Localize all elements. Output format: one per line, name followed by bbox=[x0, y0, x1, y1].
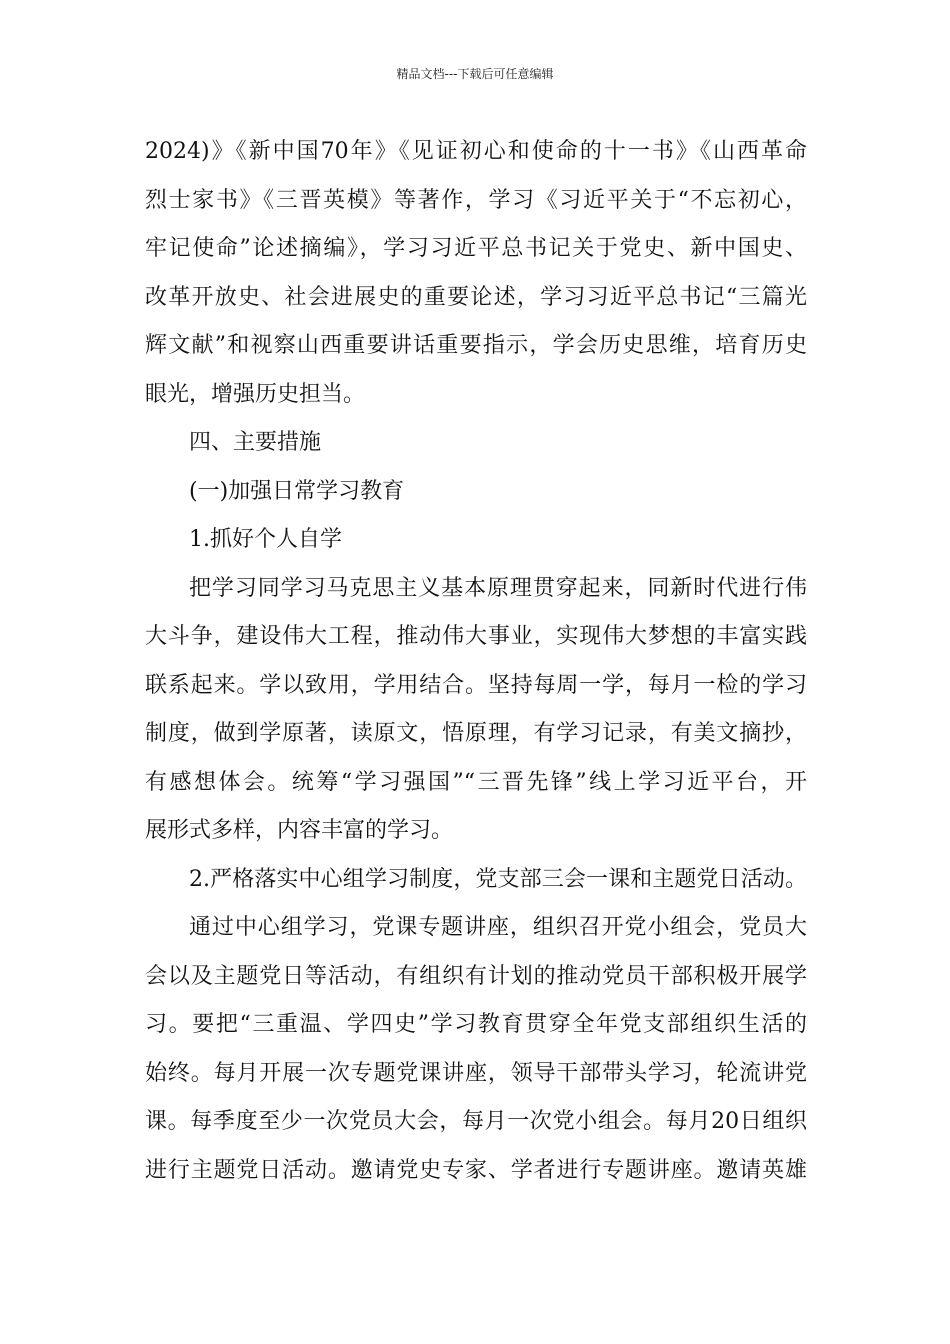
page-header: 精品文档---下载后可任意编辑 bbox=[396, 67, 554, 81]
text-line: 习。要把“三重温、学四史”学习教育贯穿全年党支部组织生活的 bbox=[145, 1012, 807, 1037]
text-line: 课。每季度至少一次党员大会，每月一次党小组会。每月20日组织 bbox=[145, 1109, 807, 1134]
text-line: 辉文献”和视察山西重要讲话重要指示，学会历史思维，培育历史 bbox=[145, 333, 807, 358]
text-line: 有感想体会。统筹“学习强国”“三晋先锋”线上学习近平台，开 bbox=[145, 769, 807, 795]
text-line: 把学习同学习马克思主义基本原理贯穿起来，同新时代进行伟 bbox=[189, 575, 807, 601]
text-line: 烈士家书》《三晋英模》等著作，学习《习近平关于“不忘初心， bbox=[145, 187, 807, 213]
text-line: 改革开放史、社会进展史的重要论述，学习习近平总书记“三篇光 bbox=[145, 284, 807, 310]
subsection-heading: (一)加强日常学习教育 bbox=[189, 478, 405, 504]
document-body bbox=[145, 128, 807, 1195]
text-line: 会以及主题党日等活动，有组织有计划的推动党员干部积极开展学 bbox=[145, 963, 807, 989]
text-line: 眼光，增强历史担当。 bbox=[145, 381, 366, 407]
text-line: 大斗争，建设伟大工程，推动伟大事业，实现伟大梦想的丰富实践 bbox=[145, 624, 807, 649]
text-line: 联系起来。学以致用，学用结合。坚持每周一学，每月一检的学习 bbox=[145, 672, 807, 698]
text-line: 展形式多样，内容丰富的学习。 bbox=[145, 818, 454, 843]
text-line: 牢记使命”论述摘编》，学习习近平总书记关于党史、新中国史、 bbox=[145, 236, 807, 261]
text-line: 制度，做到学原著，读原文，悟原理，有学习记录，有美文摘抄， bbox=[145, 721, 807, 746]
item-heading: 2.严格落实中心组学习制度，党支部三会一课和主题党日活动。 bbox=[189, 866, 807, 892]
text-line: 始终。每月开展一次专题党课讲座，领导干部带头学习，轮流讲党 bbox=[145, 1060, 807, 1086]
text-line: 通过中心组学习，党课专题讲座，组织召开党小组会，党员大 bbox=[189, 915, 807, 940]
text-line: 2024)》《新中国70年》《见证初心和使命的十一书》《山西革命 bbox=[145, 139, 807, 164]
item-heading: 1.抓好个人自学 bbox=[189, 527, 342, 552]
text-line: 进行主题党日活动。邀请党史专家、学者进行专题讲座。邀请英雄 bbox=[145, 1157, 807, 1183]
section-heading: 四、主要措施 bbox=[189, 430, 322, 455]
